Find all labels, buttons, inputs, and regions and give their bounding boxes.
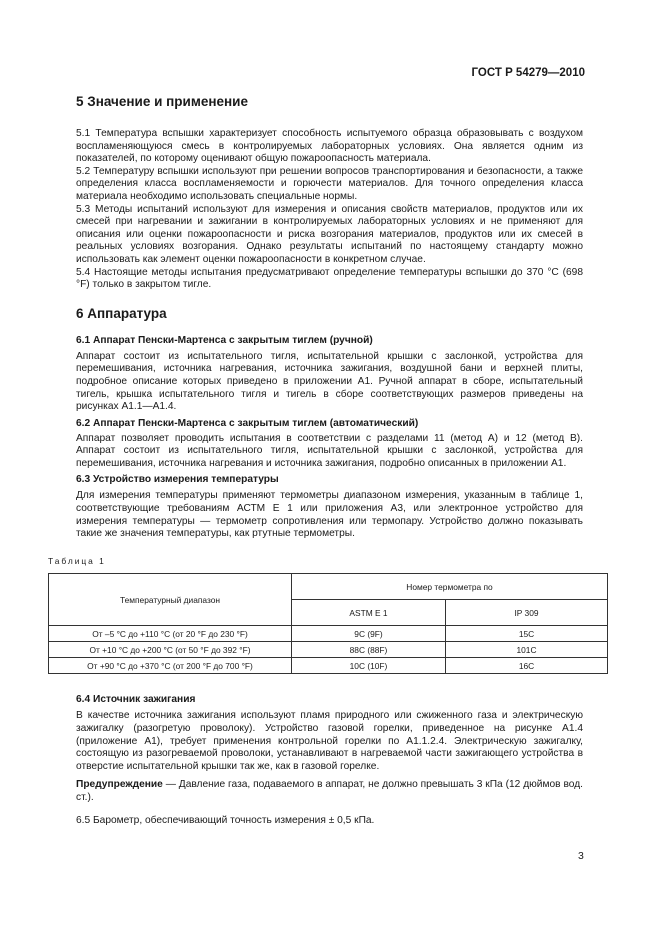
para-6-5: 6.5 Барометр, обеспечивающий точность измерения ± 0,5 кПа. — [76, 814, 375, 826]
para-6-2: Аппарат позволяет проводить испытания в соответствии с разделами 11 (метод А) и 12 (метод В). Аппарат состоит из испытательного тигля, испытательной крышки с заслонкой, устройства для перемешивания, источника нагревания и источника зажигания, подробно описанных в приложении А1. — [76, 432, 583, 469]
warning-paragraph — [76, 779, 583, 804]
table-caption: Таблица 1 — [48, 555, 106, 566]
page-body — [48, 94, 583, 827]
table-row — [49, 626, 608, 642]
para-6-3: Для измерения температуры применяют термометры диапазоном измерения, указанным в таблице 1, соответствующие требованиям АСТМ Е 1 или приложения А3, или электронное устройство для измерения температуры — термометр сопротивления или термопару. Устройство должно показывать такие же значения температуры, как ртутные термометры. — [76, 490, 583, 540]
cell-range: От –5 °С до +110 °С (от 20 °F до 230 °F) — [49, 626, 292, 642]
warning-text: — Давление газа, подаваемого в аппарат, не должно превышать 3 кПа (12 дюймов вод. ст.). — [76, 779, 583, 803]
para-5-4: 5.4 Настоящие методы испытания предусматривают определение температуры вспышки до 370 °С (698 °F) только в закрытом тигле. — [76, 266, 583, 291]
section-6-title: 6 Аппаратура — [76, 305, 167, 321]
section-5-title: 5 Значение и применение — [76, 94, 248, 109]
heading-6-2: 6.2 Аппарат Пенски-Мартенса с закрытым тиглем (автоматический) — [76, 417, 419, 429]
document-header: ГОСТ Р 54279—2010 — [471, 67, 585, 79]
para-5-2: 5.2 Температуру вспышки используют при решении вопросов транспортирования и безопасности, а также определения класса воспламеняемости и горючести материалов. Для точного определения класса материала необходимо использовать специальные нормы. — [76, 165, 583, 202]
table-row — [49, 642, 608, 658]
cell-astm: 9C (9F) — [292, 626, 446, 642]
heading-6-4: 6.4 Источник зажигания — [76, 694, 196, 706]
cell-ip: 16C — [446, 658, 608, 674]
table-header-astm: ASTM E 1 — [292, 600, 446, 626]
table-row — [49, 658, 608, 674]
table-header-range: Температурный диапазон — [49, 574, 292, 626]
heading-6-3: 6.3 Устройство измерения температуры — [76, 474, 279, 486]
cell-range: От +90 °С до +370 °С (от 200 °F до 700 °F) — [49, 658, 292, 674]
cell-ip: 15C — [446, 626, 608, 642]
page-number: 3 — [578, 850, 584, 862]
thermometer-table — [48, 573, 608, 674]
table-header-ip: IP 309 — [446, 600, 608, 626]
cell-astm: 88C (88F) — [292, 642, 446, 658]
warning-label: Предупреждение — [76, 779, 163, 791]
table-header-group: Номер термометра по — [292, 574, 608, 600]
cell-range: От +10 °С до +200 °С (от 50 °F до 392 °F) — [49, 642, 292, 658]
para-6-1: Аппарат состоит из испытательного тигля, испытательной крышки с заслонкой, устройства для перемешивания, источника нагревания, источника зажигания, воздушной бани и верхней плиты, подробное описание которых приведено в приложении А1. Ручной аппарат в сборе, испытательный тигель, крышка испытательного тигля и тигель в сборе соответствующих размеров приведены на рисунках А1.1—А1.4. — [76, 350, 583, 413]
para-5-3: 5.3 Методы испытаний используют для измерения и описания свойств материалов, продуктов или их смесей при нагревании и зажигании в контролируемых лабораторных условиях и не применяют для описания или оценки пожароопасности и риска возгорания материалов, продуктов или их смесей в реальных условиях возгорания. Однако результаты испытаний по настоящему стандарту можно использовать как элемент оценки пожароопасности в конкретном случае. — [76, 203, 583, 265]
heading-6-1: 6.1 Аппарат Пенски-Мартенса с закрытым тиглем (ручной) — [76, 334, 373, 346]
para-6-4: В качестве источника зажигания используют пламя природного или сжиженного газа и электрическую зажигалку (разогретую проволоку). Устройство газовой горелки, приведенное на рисунке А1.4 (приложение А1), требует применения контрольной горелки по А1.1.2.4. Электрическую зажигалку, состоящую из разогреваемой проволоки, устанавливают в нагреваемой части зажигающего устройства в отверстие испытательной крышки так же, как в газовой горелке. — [76, 710, 583, 772]
cell-ip: 101C — [446, 642, 608, 658]
para-5-1: 5.1 Температура вспышки характеризует способность испытуемого образца образовывать с воздухом воспламеняющуюся смесь в контролируемых лабораторных условиях. Она является одним из показателей, по которому оценивают общую пожароопасность материала. — [76, 128, 583, 165]
cell-astm: 10C (10F) — [292, 658, 446, 674]
